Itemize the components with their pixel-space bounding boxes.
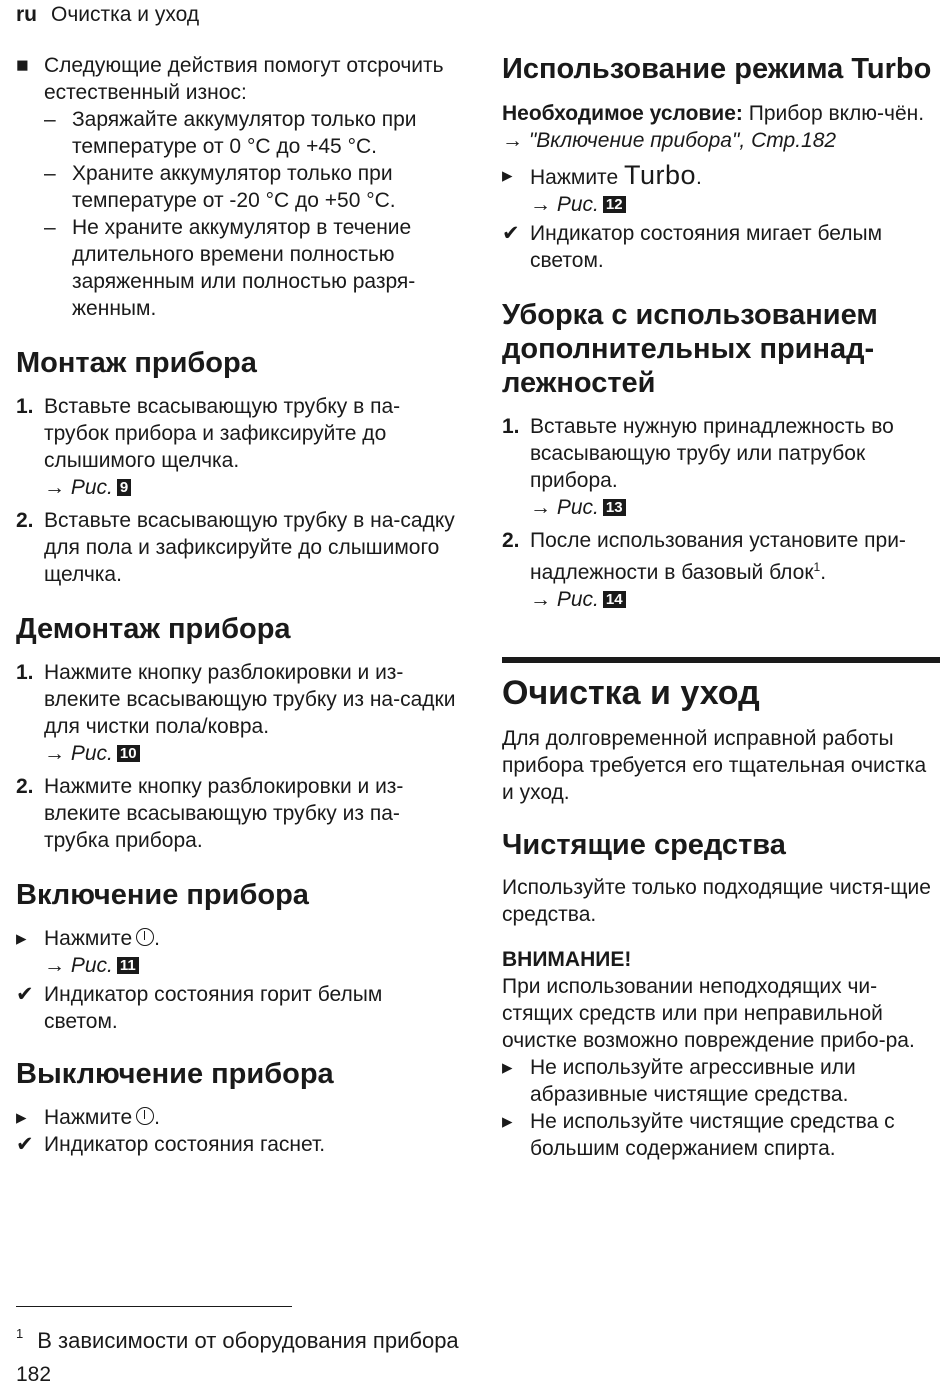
switch-on-action: ▸ Нажмите . → Рис. 11 <box>16 927 160 977</box>
mount-step-1-text: Вставьте всасывающую трубку в па-трубок прибора и зафиксируйте до слышимого щелчка. <box>44 395 401 472</box>
sub-item-text: Не храните аккумулятор в течение длительного времени полностью заряженным или полностью разря-женным. <box>72 216 416 320</box>
page-header <box>16 2 199 28</box>
turbo-cross-reference <box>502 127 942 154</box>
step-number: 1. <box>502 415 520 438</box>
turbo-action-text: Нажмите <box>530 166 619 189</box>
left-column <box>16 50 456 1158</box>
sub-item-text: Храните аккумулятор только при температуре от -20 °C до +50 °C. <box>72 162 396 212</box>
sub-item <box>16 106 456 160</box>
step-number: 2. <box>502 529 520 552</box>
accessories-heading: Уборка с использованием дополнительных принад-лежностей <box>502 299 878 399</box>
figure-label: Рис. <box>556 588 599 611</box>
power-button-icon <box>136 1107 154 1125</box>
accessories-step-2-text: После использования установите при-надлежности в базовый блок <box>530 529 906 584</box>
step-number: 2. <box>16 509 34 532</box>
dismount-step-2-text: Нажмите кнопку разблокировки и из-влеките всасывающую трубку из па-трубка прибора. <box>44 775 404 852</box>
footnote <box>16 1320 459 1355</box>
warning-item-text: Не используйте чистящие средства с большим содержанием спирта. <box>530 1110 895 1160</box>
triangle-bullet-icon: ▸ <box>16 927 27 950</box>
figure-label: Рис. <box>556 193 599 216</box>
sub-item <box>16 214 456 322</box>
arrow-icon: → <box>502 129 523 152</box>
dash-icon: – <box>44 216 56 239</box>
warning-label: ВНИМАНИЕ! <box>502 948 632 971</box>
arrow-icon: → <box>530 193 551 216</box>
figure-number-badge: 11 <box>117 957 139 974</box>
step-number: 1. <box>16 395 34 418</box>
warning-item <box>502 1108 942 1162</box>
sub-item <box>16 160 456 214</box>
figure-reference <box>44 954 139 977</box>
turbo-key-label: Turbo <box>623 160 696 190</box>
warning-item-text: Не используйте агрессивные или абразивные чистящие средства. <box>530 1056 856 1106</box>
figure-label: Рис. <box>70 742 113 765</box>
check-icon: ✔ <box>16 983 34 1006</box>
agents-text: Используйте только подходящие чистя-щие средства. <box>502 876 931 926</box>
figure-reference <box>44 742 140 765</box>
triangle-bullet-icon: ▸ <box>502 1056 513 1079</box>
accessories-step-1-text: Вставьте нужную принадлежность во всасывающую трубу или патрубок прибора. <box>530 415 894 492</box>
dismount-step-1-text: Нажмите кнопку разблокировки и из-влеките всасывающую трубку из на-садки для чистки пола/ковра. <box>44 661 456 738</box>
dismount-step-1 <box>16 659 456 767</box>
figure-reference <box>530 588 626 611</box>
switch-off-result <box>16 1131 456 1158</box>
figure-number-badge: 12 <box>603 196 626 213</box>
square-bullet-icon: ■ <box>16 54 29 77</box>
warning-text: При использовании неподходящих чи-стящих средств или при неправильной очистке возможно повреждение прибо-ра. <box>502 975 915 1052</box>
figure-number-badge: 10 <box>117 745 140 762</box>
header-section-title: Очистка и уход <box>51 3 200 26</box>
intro-bullet-text: Следующие действия помогут отсрочить естественный износ: <box>44 54 444 104</box>
switch-off-action-text: Нажмите <box>44 1106 133 1129</box>
switch-on-result-text: Индикатор состояния горит белым светом. <box>44 983 383 1033</box>
page-number: 182 <box>16 1363 52 1386</box>
check-icon: ✔ <box>16 1133 34 1156</box>
figure-number-badge: 13 <box>603 499 626 516</box>
figure-label: Рис. <box>556 496 599 519</box>
cross-reference-link[interactable]: "Включение прибора", Стр.182 <box>528 129 837 152</box>
dash-icon: – <box>44 162 56 185</box>
mount-step-2-text: Вставьте всасывающую трубку в на-садку для пола и зафиксируйте до слышимого щелчка. <box>44 509 455 586</box>
switch-on-action-text: Нажмите <box>44 927 133 950</box>
accessories-step-2: 2. После использования установите при-надлежности в базовый блок$^1$. → Рис. 14 <box>502 529 906 611</box>
dismount-heading: Демонтаж прибора <box>16 613 291 645</box>
arrow-icon: → <box>530 496 551 519</box>
turbo-action: ▸ Нажмите Turbo. → Рис. 12 <box>502 160 702 216</box>
arrow-icon: → <box>530 588 551 611</box>
mount-step-2 <box>16 507 456 588</box>
triangle-bullet-icon: ▸ <box>502 164 513 187</box>
prerequisite-text: Прибор вклю-чён. <box>748 102 925 125</box>
check-icon: ✔ <box>502 222 520 245</box>
agents-heading: Чистящие средства <box>502 829 786 861</box>
figure-label: Рис. <box>70 954 113 977</box>
sub-item-text: Заряжайте аккумулятор только при температуре от 0 °C до +45 °C. <box>72 108 417 158</box>
dash-icon: – <box>44 108 56 131</box>
figure-reference <box>530 496 626 519</box>
switch-off-action: ▸ Нажмите . <box>16 1106 160 1129</box>
arrow-icon: → <box>44 742 65 765</box>
figure-reference <box>44 476 131 499</box>
triangle-bullet-icon: ▸ <box>16 1106 27 1129</box>
step-number: 2. <box>16 775 34 798</box>
arrow-icon: → <box>44 954 65 977</box>
power-button-icon <box>136 928 154 946</box>
accessories-step-1 <box>502 413 942 521</box>
footnote-divider <box>16 1306 292 1307</box>
prerequisite-label: Необходимое условие: <box>502 102 743 125</box>
right-column <box>502 50 942 1162</box>
switch-on-heading: Включение прибора <box>16 879 309 911</box>
switch-on-result <box>16 981 456 1035</box>
step-number: 1. <box>16 661 34 684</box>
warning-item <box>502 1054 942 1108</box>
turbo-heading: Использование режима Turbo <box>502 53 932 85</box>
switch-off-result-text: Индикатор состояния гаснет. <box>44 1133 326 1156</box>
dismount-step-2 <box>16 773 456 854</box>
mount-heading: Монтаж прибора <box>16 347 257 379</box>
intro-bullet <box>16 52 456 106</box>
turbo-result-text: Индикатор состояния мигает белым светом. <box>530 222 883 272</box>
figure-number-badge: 14 <box>603 591 626 608</box>
mount-step-1 <box>16 393 456 501</box>
arrow-icon: → <box>44 476 65 499</box>
care-intro-text: Для долговременной исправной работы прибора требуется его тщательная очистка и уход. <box>502 727 927 804</box>
footnote-marker: 1 <box>813 560 821 574</box>
turbo-prerequisite <box>502 100 942 127</box>
footnote-number: 1 <box>16 1326 24 1341</box>
section-divider <box>502 657 940 663</box>
turbo-result <box>502 220 942 274</box>
footnote-text: В зависимости от оборудования прибора <box>37 1328 459 1353</box>
figure-number-badge: 9 <box>117 479 131 496</box>
triangle-bullet-icon: ▸ <box>502 1110 513 1133</box>
figure-reference <box>530 193 626 216</box>
care-heading: Очистка и уход <box>502 674 760 712</box>
figure-label: Рис. <box>70 476 113 499</box>
switch-off-heading: Выключение прибора <box>16 1058 334 1090</box>
language-code: ru <box>16 3 37 26</box>
